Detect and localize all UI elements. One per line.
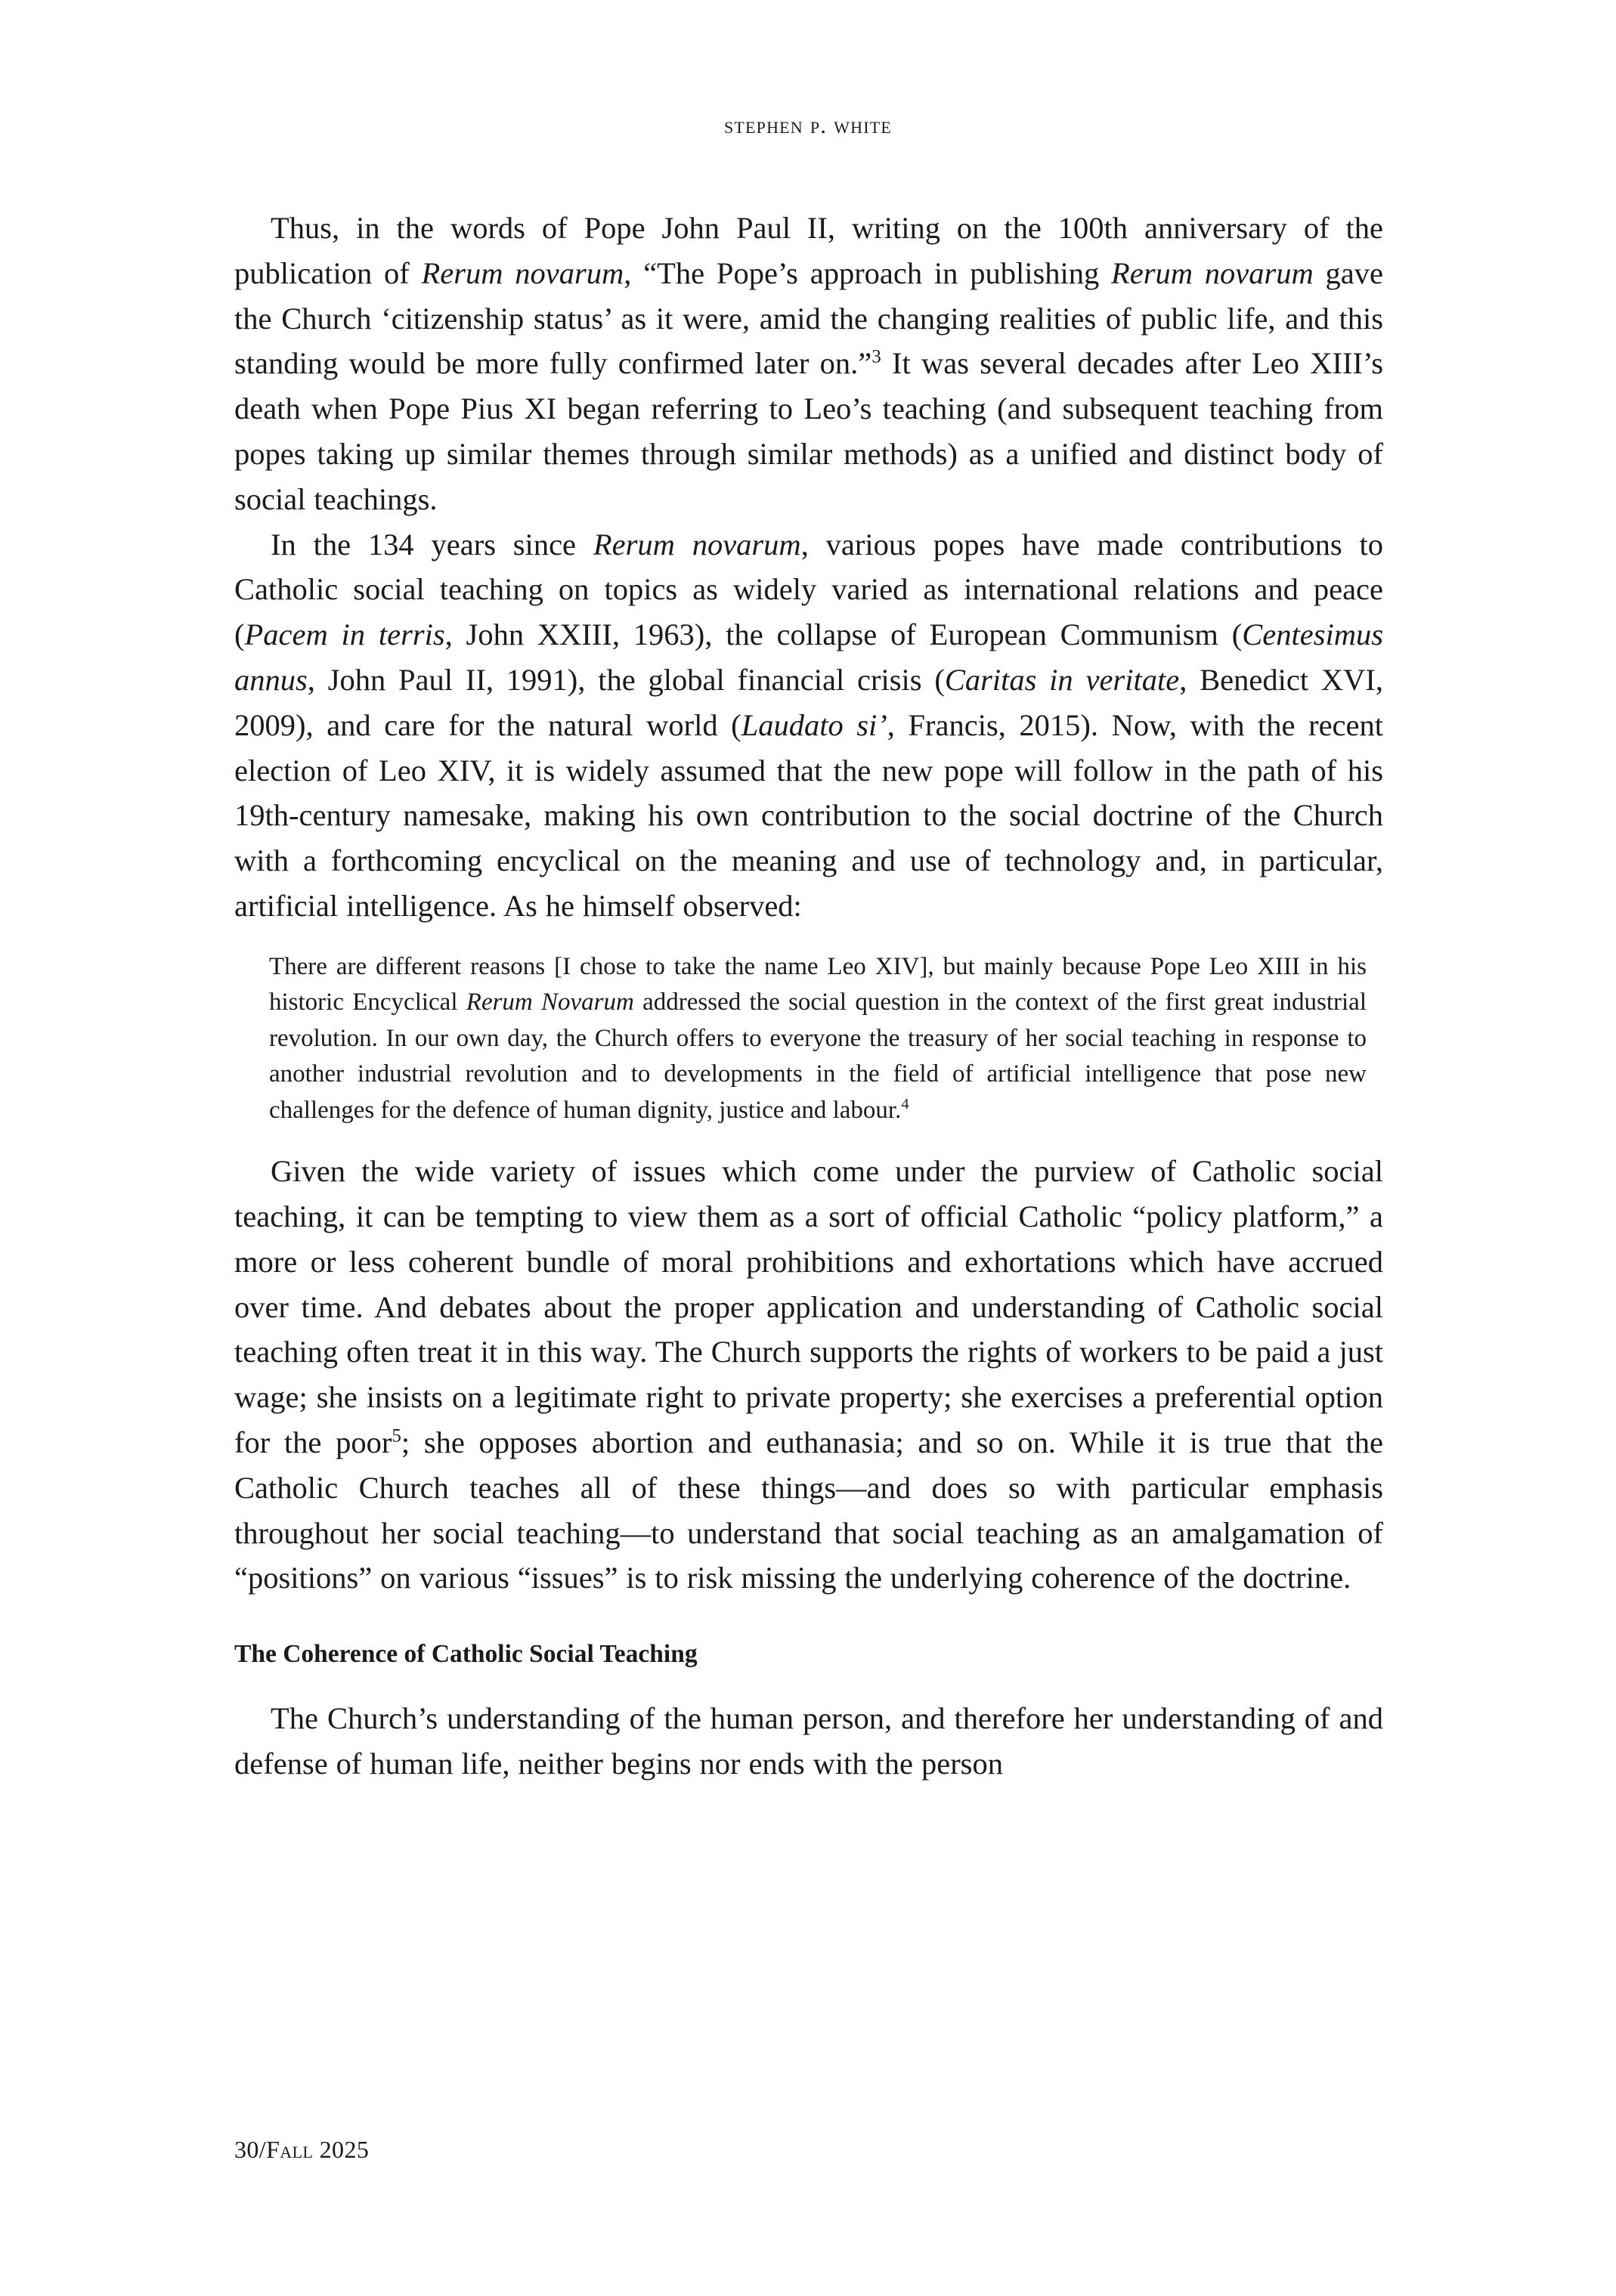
footnote-marker-3[interactable]: 3 [871,346,881,367]
par2-italic4: Caritas in veritate [944,662,1180,697]
par2-seg1: In the 134 years since [271,527,593,562]
running-head-text: stephen p. white [723,112,893,138]
paragraph-3 [234,1149,1383,1601]
paragraph-4 [234,1696,1383,1787]
par2-seg3: , John XXIII, 1963), the collapse of European Communism ( [444,617,1243,652]
par1-italic2: Rerum novarum [1111,255,1314,290]
par2-italic1: Rerum novarum [593,527,801,562]
bq-italic1: Rerum Novarum [466,989,634,1016]
footnote-marker-5[interactable]: 5 [392,1425,401,1447]
footnote-marker-4[interactable]: 4 [901,1095,909,1112]
page-folio: 30/Fall 2025 [234,2136,370,2163]
par2-seg2: , various popes have made contributions to Catholic social teaching on topics as widely varied as international relations and peace ( [234,527,1383,652]
bq-seg2: addressed the social question in the context of the first great industrial revolution. In our own day, the Church offers to everyone the treasury of her social teaching in response to another industrial revolution and to developments in the field of artificial intelligence that pose new challenges for the defence of human dignity, justice and labour. [269,989,1367,1124]
paragraph-1 [234,206,1383,522]
section-heading: The Coherence of Catholic Social Teaching [234,1640,698,1669]
par2-italic3: Centesimus annus [234,617,1383,697]
par2-italic2: Pacem in terris [244,617,445,652]
par2-italic5: Laudato si’ [741,707,887,742]
par4-seg1: The Church’s understanding of the human person, and therefore her understanding of and defense of human life, neither begins nor ends with the person [234,1701,1383,1781]
par2-seg5: , Benedict XVI, 2009), and care for the natural world ( [234,662,1383,742]
par3-seg1: Given the wide variety of issues which come under the purview of Catholic social teaching, it can be tempting to view them as a sort of official Catholic “policy platform,” a more or less coherent bundle of moral prohibitions and exhortations which have accrued over time. And debates about the proper application and understanding of Catholic social teaching often treat it in this way. The Church supports the rights of workers to be paid a just wage; she insists on a legitimate right to private property; she exercises a preferential option for the poor [234,1154,1383,1460]
par1-italic1: Rerum novarum [421,255,624,290]
block-quote [234,949,1383,1129]
par1-seg1: Thus, in the words of Pope John Paul II, writing on the 100th anniversary of the publication of [234,211,1383,290]
bq-seg1: There are different reasons [I chose to take the name Leo XIV], but mainly because Pope Leo XIII in his historic Encyclical [269,952,1367,1016]
par3-seg2: ; she opposes abortion and euthanasia; and so on. While it is true that the Catholic Church teaches all of these things—and does so with particular emphasis throughout her social teaching—to understand that social teaching as an amalgamation of “positions” on various “issues” is to risk missing the underlying coherence of the doctrine. [234,1425,1383,1595]
par2-seg4: , John Paul II, 1991), the global financial crisis ( [307,662,945,697]
par1-seg4: It was several decades after Leo XIII’s death when Pope Pius XI began referring to Leo’s teaching (and subsequent teaching from popes taking up similar themes through similar methods) as a unified and distinct body of social teachings. [234,346,1383,516]
text-block [234,206,1383,1787]
running-head [0,112,1616,139]
paragraph-2 [234,522,1383,929]
par1-seg3: gave the Church ‘citizenship status’ as it were, amid the changing realities of public life, and this standing would be more fully confirmed later on.” [234,255,1384,381]
block-quote-text [269,949,1367,1129]
par1-seg2: , “The Pope’s approach in publishing [624,255,1112,290]
par2-seg6: , Francis, 2015). Now, with the recent election of Leo XIV, it is widely assumed that the new pope will follow in the path of his 19th-century namesake, making his own contribution to the social doctrine of the Church with a forthcoming encyclical on the meaning and use of technology and, in particular, artificial intelligence. As he himself observed: [234,707,1383,923]
